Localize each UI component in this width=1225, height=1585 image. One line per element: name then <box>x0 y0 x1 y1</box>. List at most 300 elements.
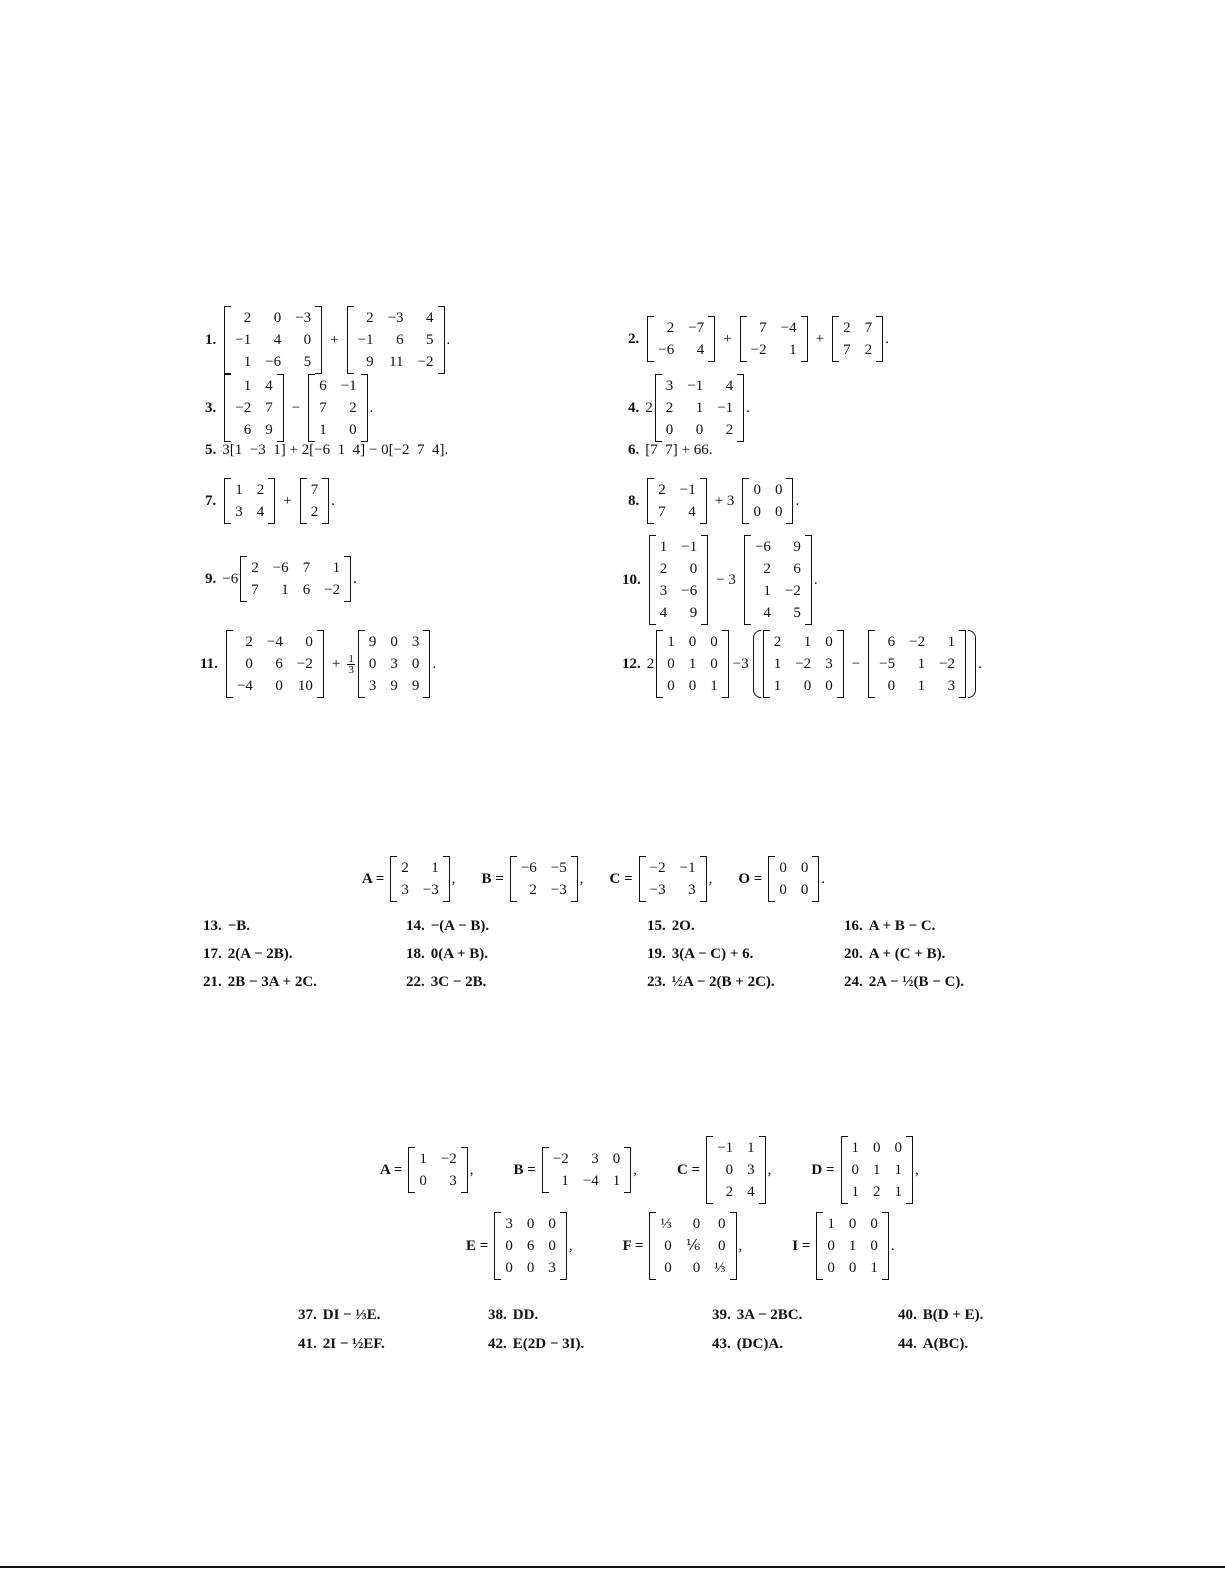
matrix-entry: −2 <box>784 583 801 599</box>
matrix <box>740 316 808 362</box>
problem-number: 42. <box>488 1336 507 1352</box>
problem-number: 23. <box>647 974 666 990</box>
problem-number: 20. <box>844 946 863 962</box>
matrix-entry: 6 <box>526 1238 535 1254</box>
right-bracket <box>701 535 708 625</box>
right-bracket <box>737 374 744 442</box>
end-punct: . <box>890 1237 895 1254</box>
matrix <box>742 478 793 524</box>
matrix-entry: −3 <box>649 882 666 898</box>
matrix-entry: 10 <box>297 678 313 694</box>
matrix-entry: 0 <box>718 1238 726 1254</box>
problem-expression: E(2D − 3I). <box>512 1336 585 1352</box>
scalar: 2 <box>646 655 655 672</box>
problem-item <box>203 946 406 963</box>
matrix-entry: 1 <box>851 1184 860 1200</box>
matrix-definition <box>482 856 584 902</box>
right-bracket <box>315 306 322 374</box>
problem-number: 40. <box>898 1307 917 1323</box>
problem-number: 41. <box>298 1336 317 1352</box>
matrix-definition <box>792 1212 894 1280</box>
matrix-entry: 3 <box>688 882 696 898</box>
left-paren <box>753 630 761 698</box>
matrix-definition <box>677 1136 771 1204</box>
matrix-entry: 2 <box>349 400 357 416</box>
matrix <box>542 1147 631 1193</box>
operator: −3 <box>732 655 749 672</box>
right-bracket <box>759 1136 766 1204</box>
end-punct: , <box>767 1161 772 1178</box>
problem-item <box>898 1307 1018 1324</box>
matrix-entry: 0 <box>505 1238 513 1254</box>
matrix-definition <box>623 1212 743 1280</box>
matrix-entry: 0 <box>548 1216 556 1232</box>
exercise-number: 5. <box>205 442 217 458</box>
matrix-entries <box>875 630 959 698</box>
left-bracket <box>763 630 770 698</box>
matrix <box>358 630 431 698</box>
right-bracket <box>801 316 808 362</box>
matrix-definition <box>466 1212 573 1280</box>
matrix-definition <box>514 1147 638 1193</box>
matrix-entries <box>231 478 268 524</box>
problem-expression: 3A − 2BC. <box>736 1307 803 1323</box>
matrix <box>868 630 966 698</box>
matrix-entry: 1 <box>827 1216 835 1232</box>
problem-number: 39. <box>712 1307 731 1323</box>
operator: + <box>331 655 341 672</box>
matrix-entry: 4 <box>659 605 668 621</box>
matrix-name: A = <box>362 870 385 887</box>
scalar: −6 <box>222 570 239 587</box>
problem-item <box>488 1336 712 1353</box>
problem-number: 37. <box>298 1307 317 1323</box>
matrix <box>226 630 324 698</box>
right-bracket <box>722 630 729 698</box>
left-bracket <box>655 374 662 442</box>
problem-expression: 3(A − C) + 6. <box>671 946 754 962</box>
problem-expression: 2O. <box>671 918 695 934</box>
matrix <box>224 306 322 374</box>
end-punct: . <box>885 330 889 347</box>
matrix-entry: 9 <box>265 422 273 438</box>
problem-expression: 2I − ½EF. <box>322 1336 385 1352</box>
right-bracket <box>423 630 430 698</box>
end-punct: . <box>432 655 437 672</box>
end-punct: . <box>746 399 750 416</box>
matrix-entries <box>646 856 700 902</box>
problem-item <box>844 918 1003 935</box>
matrix-entry: 2 <box>658 482 666 498</box>
matrix-entry: 0 <box>411 656 420 672</box>
matrix-entry: −3 <box>295 310 312 326</box>
matrix <box>308 374 367 442</box>
left-bracket <box>224 478 231 524</box>
exercise-number: 4. <box>628 399 640 416</box>
matrix-entry: 5 <box>303 354 312 370</box>
matrix-entry: 0 <box>245 656 253 672</box>
matrix-entry: 3 <box>665 378 674 394</box>
right-bracket <box>730 1212 737 1280</box>
matrix-entry: 6 <box>275 656 283 672</box>
matrix-entry: 1 <box>763 583 771 599</box>
operator: − <box>851 655 861 672</box>
matrix <box>240 556 351 602</box>
matrix-entry: 0 <box>827 1238 835 1254</box>
problem-expression: DI − ⅓E. <box>322 1307 381 1323</box>
matrix-entry: 0 <box>894 1140 903 1156</box>
definitions-row-3b <box>466 1212 895 1280</box>
matrix-entry: 0 <box>664 1260 672 1276</box>
matrix-definition <box>610 856 713 902</box>
matrix-definition <box>738 856 825 902</box>
matrix-entry: 2 <box>725 422 734 438</box>
exercise-9 <box>205 556 357 602</box>
matrix-entry: −1 <box>679 860 696 876</box>
end-punct: . <box>978 655 982 672</box>
matrix-entries <box>354 306 438 374</box>
matrix-entry: 7 <box>302 560 311 576</box>
matrix-entry: 2 <box>251 560 259 576</box>
matrix-entry: 2 <box>256 482 265 498</box>
problem-expression: A + B − C. <box>868 918 936 934</box>
problem-expression: DD. <box>512 1307 539 1323</box>
matrix-entry: −1 <box>717 400 734 416</box>
problem-expression: −(A − B). <box>430 918 490 934</box>
matrix-entries <box>315 374 360 442</box>
matrix <box>649 1212 736 1280</box>
right-bracket <box>959 630 966 698</box>
matrix-entries <box>307 478 323 524</box>
matrix-entry: −4 <box>582 1173 599 1189</box>
exercise-number: 8. <box>628 492 640 509</box>
matrix-entry: 0 <box>710 656 718 672</box>
matrix-entry: −2 <box>552 1151 569 1167</box>
problem-item <box>844 974 1003 991</box>
operator: + <box>815 330 825 347</box>
matrix-entry: −1 <box>681 539 698 555</box>
matrix <box>768 856 819 902</box>
matrix-entry: −6 <box>681 583 698 599</box>
matrix-entry: 0 <box>665 422 674 438</box>
problem-number: 16. <box>844 918 863 934</box>
matrix-entry: 7 <box>759 320 767 336</box>
matrix-entry: 0 <box>870 1238 878 1254</box>
matrix <box>390 856 449 902</box>
denominator: 3 <box>348 663 354 676</box>
matrix-entry: 0 <box>612 1151 621 1167</box>
problem-expression: A + (C + B). <box>868 946 946 962</box>
matrix-entry: 4 <box>763 605 771 621</box>
problem-item <box>647 918 844 935</box>
matrix-entries <box>713 1136 758 1204</box>
matrix-entries <box>823 1212 882 1280</box>
matrix <box>408 1147 467 1193</box>
left-bracket <box>308 374 315 442</box>
matrix-entry: −6 <box>658 342 675 358</box>
matrix-entry: −1 <box>235 332 252 348</box>
matrix-entries <box>231 374 276 442</box>
operator: + <box>283 492 292 509</box>
left-bracket <box>816 1212 823 1280</box>
matrix-entries <box>549 1147 624 1193</box>
matrix <box>744 535 812 625</box>
matrix-entries <box>749 478 786 524</box>
matrix-entry: 0 <box>827 1260 835 1276</box>
matrix-entry: −4 <box>236 678 253 694</box>
left-bracket <box>649 535 656 625</box>
matrix-entry: 11 <box>389 354 404 370</box>
right-bracket <box>571 856 578 902</box>
matrix-entry: 3 <box>825 656 833 672</box>
matrix-entry: −6 <box>272 560 289 576</box>
right-bracket <box>837 630 844 698</box>
matrix-name: B = <box>513 1161 536 1178</box>
matrix-entry: 2 <box>529 882 537 898</box>
matrix-entry: −6 <box>265 354 282 370</box>
left-bracket <box>510 856 517 902</box>
matrix-entry: 0 <box>800 860 809 876</box>
right-paren <box>968 630 976 698</box>
matrix-entry: 7 <box>319 400 327 416</box>
matrix-entry: 2 <box>665 400 674 416</box>
matrix-entry: 0 <box>419 1173 427 1189</box>
right-bracket <box>700 856 707 902</box>
matrix-entries <box>656 535 701 625</box>
problem-number: 38. <box>488 1307 507 1323</box>
operator: − <box>291 399 301 416</box>
matrix-entry: 0 <box>692 1260 701 1276</box>
matrix-entry: 0 <box>851 1162 860 1178</box>
exercise-number: 12. <box>622 655 641 672</box>
matrix-entry: 0 <box>753 504 761 520</box>
problem-item <box>298 1336 488 1353</box>
problem-item <box>203 918 406 935</box>
exercise-11 <box>200 630 436 698</box>
end-punct: . <box>821 870 826 887</box>
right-bracket <box>700 478 707 524</box>
left-bracket <box>706 1136 713 1204</box>
left-bracket <box>832 316 839 362</box>
matrix-entries <box>775 856 812 902</box>
matrix-entry: 0 <box>803 678 812 694</box>
left-bracket <box>841 1136 848 1204</box>
problem-number: 24. <box>844 974 863 990</box>
matrix-name: E = <box>466 1237 489 1254</box>
right-bracket <box>317 630 324 698</box>
matrix-entry: 3 <box>659 583 668 599</box>
left-bracket <box>742 478 749 524</box>
matrix-entry: 2 <box>864 342 873 358</box>
matrix-entry: −2 <box>795 656 812 672</box>
left-bracket <box>358 630 365 698</box>
right-bracket <box>876 316 883 362</box>
matrix-entry: 0 <box>774 482 783 498</box>
matrix <box>647 316 715 362</box>
matrix-entry: 3 <box>505 1216 513 1232</box>
fraction <box>347 654 355 675</box>
exercise-number: 9. <box>205 570 217 587</box>
matrix-entry: −4 <box>266 634 283 650</box>
problem-expression: B(D + E). <box>922 1307 984 1323</box>
problem-item <box>406 946 647 963</box>
end-punct: , <box>738 1237 743 1254</box>
problem-expression: ½A − 2(B + 2C). <box>671 974 775 990</box>
matrix-entries <box>365 630 424 698</box>
matrix-entry: 7 <box>265 400 273 416</box>
matrix-entries <box>770 630 837 698</box>
matrix-entry: 1 <box>695 400 704 416</box>
problem-number: 21. <box>203 974 222 990</box>
problem-expression: A(BC). <box>922 1336 969 1352</box>
right-bracket <box>268 478 275 524</box>
matrix-entry: 4 <box>747 1184 755 1200</box>
operator: + 3 <box>714 492 735 509</box>
definitions-row-2 <box>362 856 825 902</box>
matrix-entry: −2 <box>296 656 313 672</box>
right-bracket <box>805 535 812 625</box>
matrix-entry: 0 <box>273 310 282 326</box>
matrix-entry: 3 <box>401 882 409 898</box>
matrix-entry: −3 <box>422 882 439 898</box>
left-bracket <box>656 630 663 698</box>
matrix <box>841 1136 914 1204</box>
matrix-entry: 1 <box>873 1162 881 1178</box>
matrix-entry: 1 <box>917 656 926 672</box>
matrix-entry: 0 <box>689 561 698 577</box>
matrix-entries <box>848 1136 907 1204</box>
matrix <box>224 478 275 524</box>
problem-number: 15. <box>647 918 666 934</box>
matrix-entry: 6 <box>302 582 311 598</box>
left-bracket <box>868 630 875 698</box>
matrix-entry: 1 <box>917 678 926 694</box>
right-bracket <box>322 478 329 524</box>
problem-number: 17. <box>203 946 222 962</box>
matrix-entry: 0 <box>779 860 787 876</box>
matrix-entry: 2 <box>310 504 319 520</box>
matrix-entry: ⅓ <box>714 1260 726 1276</box>
matrix-entry: −2 <box>939 656 956 672</box>
matrix-entry: 0 <box>873 1140 881 1156</box>
matrix-entry: −1 <box>717 1140 734 1156</box>
matrix-entries <box>656 1212 729 1280</box>
matrix-entry: 1 <box>319 422 327 438</box>
matrix-entry: 9 <box>368 634 377 650</box>
expression: [7 7] + 66. <box>645 442 713 458</box>
matrix-entry: 2 <box>725 1184 734 1200</box>
matrix-entry: 0 <box>688 678 697 694</box>
matrix-entry: 9 <box>689 605 698 621</box>
problem-item <box>712 1307 898 1324</box>
matrix-entry: 7 <box>658 504 666 520</box>
matrix-entry: 2 <box>366 310 374 326</box>
matrix-name: A = <box>380 1161 403 1178</box>
matrix-entries <box>839 316 876 362</box>
problem-expression: (DC)A. <box>736 1336 783 1352</box>
matrix <box>706 1136 765 1204</box>
matrix-entry: 7 <box>864 320 873 336</box>
problem-number: 43. <box>712 1336 731 1352</box>
matrix-entry: 7 <box>843 342 851 358</box>
matrix-entry: 0 <box>887 678 896 694</box>
matrix-entry: ⅓ <box>660 1216 672 1232</box>
matrix-entry: 1 <box>431 860 439 876</box>
left-bracket <box>494 1212 501 1280</box>
left-bracket <box>240 556 247 602</box>
problem-item <box>898 1336 1018 1353</box>
problem-item <box>647 946 844 963</box>
matrix-name: D = <box>811 1161 835 1178</box>
matrix-entry: 4 <box>265 378 273 394</box>
matrix-entry: −7 <box>688 320 705 336</box>
matrix-entry: 6 <box>243 422 252 438</box>
operator: + <box>330 331 339 348</box>
end-punct: , <box>568 1237 573 1254</box>
end-punct: , <box>633 1161 638 1178</box>
left-bracket <box>768 856 775 902</box>
matrix-entry: 5 <box>793 605 801 621</box>
right-bracket <box>344 556 351 602</box>
matrix-entry: 0 <box>800 882 809 898</box>
matrix-entry: 1 <box>332 560 341 576</box>
end-punct: , <box>451 870 456 887</box>
problem-number: 22. <box>406 974 425 990</box>
exercise-5 <box>205 442 448 459</box>
matrix-entry: 7 <box>310 482 319 498</box>
left-bracket <box>224 374 231 442</box>
matrix-entries <box>397 856 442 902</box>
left-bracket <box>226 630 233 698</box>
matrix-entry: 4 <box>273 332 282 348</box>
matrix-name: O = <box>738 870 763 887</box>
matrix-entry: 0 <box>667 656 675 672</box>
matrix-entries <box>747 316 801 362</box>
matrix-entry: 5 <box>426 332 434 348</box>
matrix <box>494 1212 567 1280</box>
matrix-entry: −2 <box>440 1151 457 1167</box>
matrix-entry: −2 <box>909 634 926 650</box>
left-bracket <box>740 316 747 362</box>
exercise-number: 2. <box>628 330 640 347</box>
right-bracket <box>906 1136 913 1204</box>
matrix-entry: 1 <box>803 634 812 650</box>
matrix-entry: 1 <box>773 656 782 672</box>
matrix <box>224 374 283 442</box>
exercise-1 <box>205 306 450 374</box>
scalar: 2 <box>645 399 653 416</box>
right-bracket <box>882 1212 889 1280</box>
exercise-number: 3. <box>205 399 217 416</box>
exercise-12 <box>622 630 982 698</box>
end-punct: . <box>369 399 374 416</box>
exercise-number: 7. <box>205 492 217 509</box>
matrix-entry: 2 <box>659 561 668 577</box>
matrix-entry: 3 <box>411 634 420 650</box>
numerator: 1 <box>348 652 354 665</box>
matrix-entry: −2 <box>235 400 252 416</box>
matrix-entry: 9 <box>411 678 420 694</box>
exercise-7 <box>205 478 335 524</box>
exercise-number: 11. <box>200 655 218 672</box>
right-bracket <box>708 316 715 362</box>
matrix-entry: 1 <box>710 678 718 694</box>
problem-number: 13. <box>203 918 222 934</box>
right-bracket <box>361 374 368 442</box>
exercise-number: 1. <box>205 331 217 348</box>
matrix-name: C = <box>677 1161 701 1178</box>
problem-expression: −B. <box>227 918 251 934</box>
